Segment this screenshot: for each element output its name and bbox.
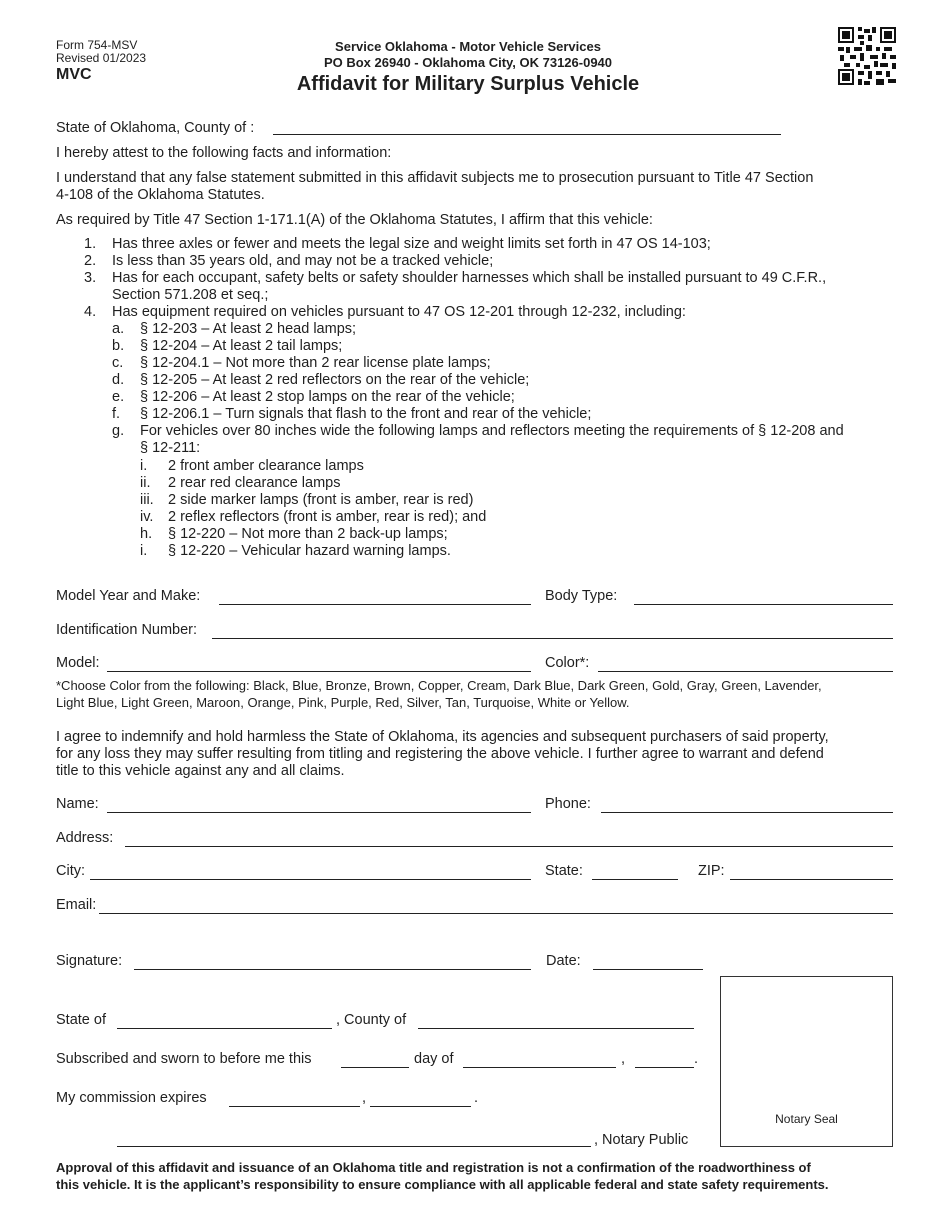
equip-letter: e. xyxy=(112,389,125,405)
color-input[interactable] xyxy=(598,671,893,672)
equip-letter: f. xyxy=(112,406,121,422)
agency-name: Service Oklahoma - Motor Vehicle Services xyxy=(335,39,601,54)
body-type-input[interactable] xyxy=(634,604,893,605)
required-text: As required by Title 47 Section 1-171.1(A) of the Oklahoma Statutes, I affirm that this vehicle: xyxy=(56,212,653,228)
notary-seal-label: Notary Seal xyxy=(775,1112,838,1126)
name-label: Name: xyxy=(56,796,99,812)
page-title: Affidavit for Military Surplus Vehicle xyxy=(296,73,640,95)
signature-label: Signature: xyxy=(56,953,123,969)
notary-public-label: , Notary Public xyxy=(594,1132,689,1148)
equip-letter: a. xyxy=(112,321,125,337)
commission-date-input[interactable] xyxy=(229,1106,360,1107)
county-label: State of Oklahoma, County of : xyxy=(56,120,255,136)
subscribed-label: Subscribed and sworn to before me this xyxy=(56,1051,312,1067)
sub-marker: h. xyxy=(140,526,153,542)
equip-text: § 12-204 – At least 2 tail lamps; xyxy=(140,338,343,354)
address-input[interactable] xyxy=(125,846,893,847)
revised-date: Revised 01/2023 xyxy=(56,51,147,65)
city-label: City: xyxy=(56,863,85,879)
sub-marker: iv. xyxy=(140,509,154,525)
phone-input[interactable] xyxy=(601,812,893,813)
sub-text: § 12-220 – Vehicular hazard warning lamps. xyxy=(168,543,451,559)
city-input[interactable] xyxy=(90,879,531,880)
subscribed-year-input[interactable] xyxy=(635,1067,694,1068)
date-label: Date: xyxy=(546,953,581,969)
understand-text-2: 4-108 of the Oklahoma Statutes. xyxy=(56,187,265,203)
color-note-2: Light Blue, Light Green, Maroon, Orange, Pink, Purple, Red, Silver, Tan, Turquoise, White or Yellow. xyxy=(56,695,630,710)
color-note-1: *Choose Color from the following: Black, Blue, Bronze, Brown, Copper, Cream, Dark Blue, Dark Green, Gold, Gray, Green, Lavender, xyxy=(56,678,822,693)
equip-text: § 12-204.1 – Not more than 2 rear license plate lamps; xyxy=(140,355,491,371)
equip-text: For vehicles over 80 inches wide the following lamps and reflectors meeting the requirements of § 12-208 and xyxy=(140,423,844,439)
agency-address: PO Box 26940 - Oklahoma City, OK 73126-0940 xyxy=(323,55,613,70)
understand-text-1: I understand that any false statement submitted in this affidavit subjects me to prosecution pursuant to Title 47 Section xyxy=(56,170,814,186)
model-input[interactable] xyxy=(107,671,531,672)
division-code: MVC xyxy=(56,66,92,83)
comma-separator: , xyxy=(621,1051,626,1067)
req-num: 1. xyxy=(84,236,97,252)
equip-text: § 12-206 – At least 2 stop lamps on the rear of the vehicle; xyxy=(140,389,515,405)
equip-letter: b. xyxy=(112,338,125,354)
sub-text: 2 reflex reflectors (front is amber, rear is red); and xyxy=(168,509,487,525)
req-text-cont: Section 571.208 et seq.; xyxy=(112,287,269,303)
body-type-label: Body Type: xyxy=(545,588,618,604)
state-label: State: xyxy=(545,863,583,879)
model-year-make-input[interactable] xyxy=(219,604,531,605)
comma-separator: , xyxy=(362,1090,367,1106)
notary-county-label: , County of xyxy=(336,1012,407,1028)
notary-state-input[interactable] xyxy=(117,1028,332,1029)
req-text: Has for each occupant, safety belts or safety shoulder harnesses which shall be installed pursuant to 49 C.F.R., xyxy=(112,270,827,286)
attest-text: I hereby attest to the following facts and information: xyxy=(56,145,392,161)
sub-marker: iii. xyxy=(140,492,154,508)
period-mark: . xyxy=(474,1090,479,1106)
subscribed-month-input[interactable] xyxy=(463,1067,616,1068)
req-num: 4. xyxy=(84,304,97,320)
equip-text: § 12-203 – At least 2 head lamps; xyxy=(140,321,357,337)
zip-label: ZIP: xyxy=(698,863,725,879)
form-number: Form 754-MSV xyxy=(56,38,138,52)
equip-letter: c. xyxy=(112,355,124,371)
identification-input[interactable] xyxy=(212,638,893,639)
model-year-make-label: Model Year and Make: xyxy=(56,588,201,604)
req-text: Has three axles or fewer and meets the legal size and weight limits set forth in 47 OS 14-103; xyxy=(112,236,711,252)
req-num: 3. xyxy=(84,270,97,286)
period-mark: . xyxy=(694,1051,699,1067)
req-text: Has equipment required on vehicles pursuant to 47 OS 12-201 through 12-232, including: xyxy=(112,304,686,320)
equip-text-cont: § 12-211: xyxy=(140,440,201,456)
footer-disclaimer-1: Approval of this affidavit and issuance of an Oklahoma title and registration is not a confirmation of the roadworthiness of xyxy=(56,1160,811,1175)
address-label: Address: xyxy=(56,830,114,846)
indemnify-line-1: I agree to indemnify and hold harmless the State of Oklahoma, its agencies and subsequent purchasers of said property, xyxy=(56,729,829,745)
zip-input[interactable] xyxy=(730,879,893,880)
footer-disclaimer-2: this vehicle. It is the applicant’s responsibility to ensure compliance with all applicable federal and state safety requirements. xyxy=(56,1177,829,1192)
notary-state-label: State of xyxy=(56,1012,106,1028)
notary-public-signature-input[interactable] xyxy=(117,1146,591,1147)
req-num: 2. xyxy=(84,253,97,269)
phone-label: Phone: xyxy=(545,796,591,812)
commission-label: My commission expires xyxy=(56,1090,207,1106)
model-label: Model: xyxy=(56,655,100,671)
equip-text: § 12-205 – At least 2 red reflectors on the rear of the vehicle; xyxy=(140,372,530,388)
indemnify-line-3: title to this vehicle against any and all claims. xyxy=(56,763,345,779)
identification-label: Identification Number: xyxy=(56,622,198,638)
subscribed-day-input[interactable] xyxy=(341,1067,409,1068)
sub-text: 2 side marker lamps (front is amber, rear is red) xyxy=(168,492,474,508)
date-input[interactable] xyxy=(593,969,703,970)
notary-county-input[interactable] xyxy=(418,1028,694,1029)
equip-letter: g. xyxy=(112,423,125,439)
indemnify-line-2: for any loss they may suffer resulting from titling and registering the above vehicle. I further agree to warrant and defend xyxy=(56,746,824,762)
req-text: Is less than 35 years old, and may not be a tracked vehicle; xyxy=(112,253,494,269)
email-label: Email: xyxy=(56,897,97,913)
sub-marker: i. xyxy=(140,458,148,474)
email-input[interactable] xyxy=(99,913,893,914)
equip-letter: d. xyxy=(112,372,125,388)
day-of-label: day of xyxy=(414,1051,454,1067)
state-input[interactable] xyxy=(592,879,678,880)
commission-year-input[interactable] xyxy=(370,1106,471,1107)
name-input[interactable] xyxy=(107,812,531,813)
sub-marker: i. xyxy=(140,543,148,559)
equip-text: § 12-206.1 – Turn signals that flash to the front and rear of the vehicle; xyxy=(140,406,592,422)
qr-code-icon xyxy=(838,27,896,85)
sub-text: 2 rear red clearance lamps xyxy=(168,475,341,491)
color-label: Color*: xyxy=(545,655,590,671)
signature-input[interactable] xyxy=(134,969,531,970)
county-input[interactable] xyxy=(273,134,781,135)
sub-marker: ii. xyxy=(140,475,151,491)
sub-text: 2 front amber clearance lamps xyxy=(168,458,364,474)
sub-text: § 12-220 – Not more than 2 back-up lamps; xyxy=(168,526,448,542)
